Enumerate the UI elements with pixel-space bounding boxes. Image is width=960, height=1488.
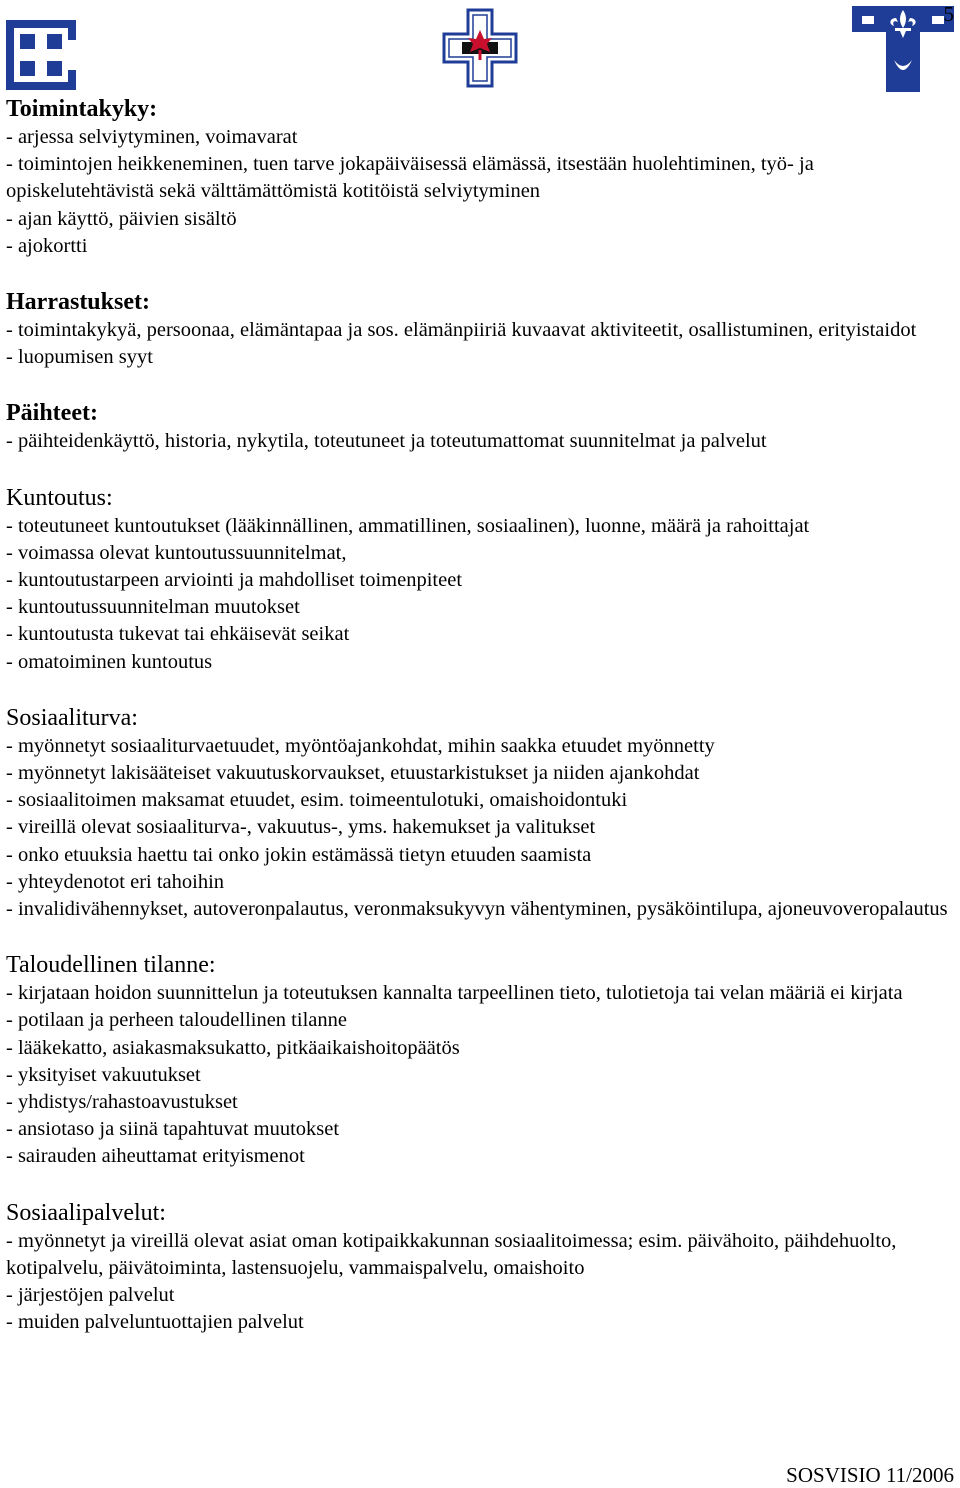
document-body [6, 94, 950, 1337]
list-item: - arjessa selviytyminen, voimavarat [6, 126, 298, 148]
list-item: - kirjataan hoidon suunnittelun ja toteutuksen kannalta tarpeellinen tieto, tulotietoja tai velan määriä ei kirjata [6, 982, 903, 1005]
list-item: - lääkekatto, asiakasmaksukatto, pitkäaikaishoitopäätös [6, 1036, 460, 1059]
section-title: Päihteet: [6, 400, 98, 427]
list-item: - yksityiset vakuutukset [6, 1063, 201, 1086]
list-item: - vireillä olevat sosiaaliturva-, vakuutus-, yms. hakemukset ja valitukset [6, 816, 596, 839]
footer-label: SOSVISIO 11/2006 [786, 1463, 954, 1487]
list-item: - ajan käyttö, päivien sisältö [6, 207, 237, 230]
page-number: 5 [943, 2, 954, 26]
section-taloudellinen-tilanne [6, 950, 950, 1170]
cross-logo [6, 20, 76, 90]
list-item: - toteutuneet kuntoutukset (lääkinnällinen, ammatillinen, sosiaalinen), luonne, määrä ja rahoittajat [6, 514, 810, 537]
section-title: Sosiaaliturva: [6, 704, 138, 731]
section-title: Toimintakyky: [6, 96, 158, 122]
section-toimintakyky [6, 94, 950, 260]
cross-logo-icon [6, 20, 76, 90]
list-item: - myönnetyt ja vireillä olevat asiat oman kotipaikkakunnan sosiaalitoimessa; esim. päivähoito, päihdehuolto, kotipalvelu, päivätoiminta, lastensuojelu, vammaispalvelu, omaishoito [6, 1229, 897, 1279]
section-title: Taloudellinen tilanne: [6, 952, 216, 979]
section-harrastukset [6, 287, 950, 371]
list-item: - luopumisen syyt [6, 346, 153, 369]
list-item: - päihteidenkäyttö, historia, nykytila, toteutuneet ja toteutumattomat suunnitelmat ja palvelut [6, 430, 767, 453]
list-item: - sairauden aiheuttamat erityismenot [6, 1145, 305, 1168]
fleur-de-lis-logo-icon [850, 4, 956, 94]
list-item: - ajokortti [6, 234, 88, 257]
red-cross-logo [440, 6, 520, 90]
list-item: - voimassa olevat kuntoutussuunnitelmat, [6, 541, 347, 564]
list-item: - myönnetyt lakisääteiset vakuutuskorvaukset, etuustarkistukset ja niiden ajankohdat [6, 762, 700, 785]
list-item: - invalidivähennykset, autoveronpalautus, veronmaksukyvyn vähentyminen, pysäköintilupa, ajoneuvoveropalautus [6, 898, 948, 921]
list-item: - järjestöjen palvelut [6, 1284, 175, 1307]
section-sosiaalipalvelut [6, 1198, 950, 1337]
list-item: - muiden palveluntuottajien palvelut [6, 1311, 304, 1334]
list-item: - potilaan ja perheen taloudellinen tilanne [6, 1009, 347, 1032]
section-title: Harrastukset: [6, 289, 150, 316]
list-item: - kuntoutustarpeen arviointi ja mahdolliset toimenpiteet [6, 569, 463, 592]
fleur-de-lis-logo [850, 4, 956, 94]
section-title: Kuntoutus: [6, 484, 113, 511]
list-item: - kuntoutusta tukevat tai ehkäisevät seikat [6, 623, 350, 646]
section-paihteet [6, 398, 950, 455]
list-item: - ansiotaso ja siinä tapahtuvat muutokset [6, 1118, 340, 1141]
red-cross-logo-icon [440, 6, 520, 90]
list-item: - yhdistys/rahastoavustukset [6, 1091, 238, 1114]
section-kuntoutus [6, 483, 950, 676]
list-item: - omatoiminen kuntoutus [6, 650, 213, 673]
list-item: - kuntoutussuunnitelman muutokset [6, 596, 300, 619]
section-title: Sosiaalipalvelut: [6, 1199, 166, 1226]
section-sosiaaliturva [6, 703, 950, 923]
list-item: - sosiaalitoimen maksamat etuudet, esim. toimeentulotuki, omaishoidontuki [6, 789, 628, 812]
list-item: - toimintakykyä, persoonaa, elämäntapaa ja sos. elämänpiiriä kuvaavat aktiviteetit, osallistuminen, erityistaidot [6, 319, 917, 342]
list-item: - myönnetyt sosiaaliturvaetuudet, myöntöajankohdat, mihin saakka etuudet myönnetty [6, 734, 715, 757]
list-item: - onko etuuksia haettu tai onko jokin estämässä tietyn etuuden saamista [6, 843, 592, 866]
list-item: - toimintojen heikkeneminen, tuen tarve jokapäiväisessä elämässä, itsestään huolehtiminen, työ- ja opiskelutehtävistä sekä välttämättömistä kotitöistä selviytyminen [6, 153, 814, 203]
list-item: - yhteydenotot eri tahoihin [6, 870, 225, 893]
